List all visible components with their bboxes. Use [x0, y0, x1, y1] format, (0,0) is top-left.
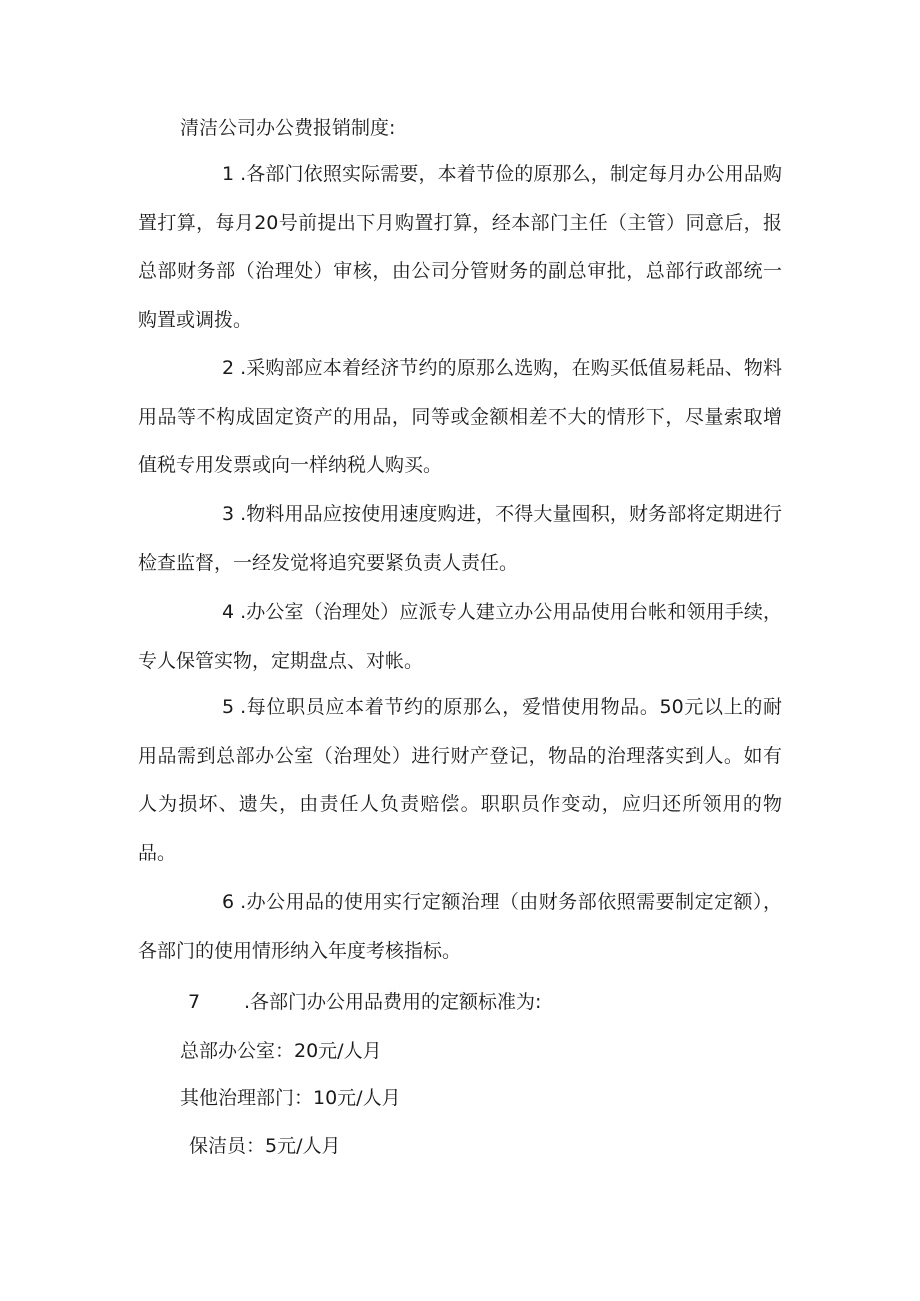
item-number: 5 [222, 696, 235, 718]
item-number: 2 [222, 357, 235, 379]
policy-item-7 [188, 988, 541, 1016]
item-text: .采购部应本着经济节约的原那么选购，在购买低值易耗品、物料用品等不构成固定资产的用品，同等或金额相差不大的情形下，尽量索取增值税专用发票或向一样纳税人购买。 [138, 357, 782, 476]
quota-head-office: 总部办公室：20元/人月 [180, 1040, 382, 1062]
item-text: .每位职员应本着节约的原那么，爱惜使用物品。50元以上的耐用品需到总部办公室（治理处）进行财产登记，物品的治理落实到人。如有人为损坏、遗失，由责任人负责赔偿。职职员作变动，应归还所领用的物品。 [138, 696, 782, 864]
item-text: .办公用品的使用实行定额治理（由财务部依照需要制定定额），各部门的使用情形纳入年度考核指标。 [138, 891, 782, 962]
item-number: 7 [188, 991, 201, 1013]
quota-other-departments: 其他治理部门：10元/人月 [180, 1087, 401, 1109]
item-number: 3 [222, 503, 235, 525]
policy-item-5 [138, 683, 782, 877]
document-title: 清洁公司办公费报销制度: [180, 117, 396, 139]
item-number: 6 [222, 891, 235, 913]
item-text: .各部门依照实际需要，本着节俭的原那么，制定每月办公用品购置打算，每月20号前提出下月购置打算，经本部门主任（主管）同意后，报总部财务部（治理处）审核，由公司分管财务的副总审批，总部行政部统一购置或调拨。 [138, 163, 782, 331]
item-text: .办公室（治理处）应派专人建立办公用品使用台帐和领用手续，专人保管实物，定期盘点、对帐。 [138, 601, 782, 672]
item-number: 1 [222, 163, 235, 185]
policy-item-1 [138, 150, 782, 344]
policy-item-6 [138, 878, 782, 975]
policy-item-2 [138, 344, 782, 490]
item-text: .物料用品应按使用速度购进，不得大量囤积，财务部将定期进行检查监督，一经发觉将追究要紧负责人责任。 [138, 503, 782, 574]
item-text: .各部门办公用品费用的定额标准为: [244, 991, 542, 1013]
policy-item-4 [138, 588, 782, 685]
policy-item-3 [138, 490, 782, 587]
item-number: 4 [222, 601, 235, 623]
quota-cleaning-staff: 保洁员：5元/人月 [189, 1135, 341, 1157]
